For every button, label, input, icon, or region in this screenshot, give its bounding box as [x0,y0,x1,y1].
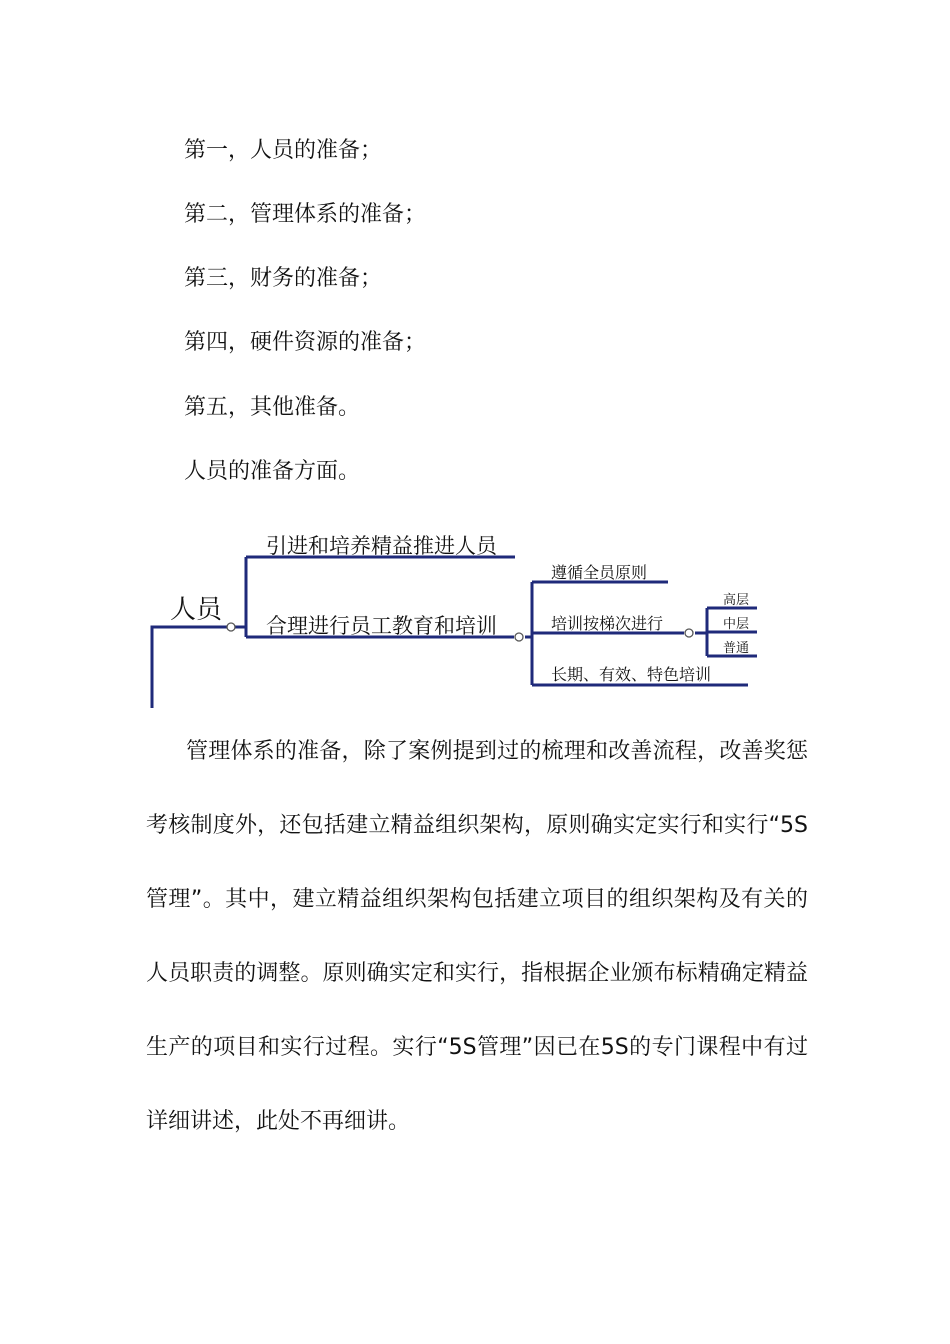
mindmap-sub-2: 培训按梯次进行 [551,614,664,633]
list-item-5: 第五，其他准备。 [184,395,361,420]
list-item-4: 第四，硬件资源的准备； [184,330,427,355]
list-item-1: 第一，人员的准备； [184,138,383,163]
root-node-circle [227,623,235,631]
mindmap-sub-3: 长期、有效、特色培训 [551,665,712,684]
sub2-node-circle [685,629,693,637]
list-item-2: 第二，管理体系的准备； [184,202,427,227]
mindmap-sub-1: 遵循全员原则 [551,563,648,582]
mindmap-level-3: 普通 [723,641,750,656]
body-paragraph-container [146,715,808,1159]
branch2-node-circle [515,633,523,641]
mindmap-branch-2: 合理进行员工教育和培训 [266,614,497,638]
list-item-3: 第三，财务的准备； [184,266,383,291]
mindmap-branch-1: 引进和培养精益推进人员 [266,534,497,558]
mindmap-diagram [140,520,780,712]
mindmap-level-1: 高层 [723,593,750,608]
body-paragraph: 管理体系的准备，除了案例提到过的梳理和改善流程，改善奖惩考核制度外，还包括建立精益组织架构，原则确实定实行和实行“5S管理”。其中，建立精益组织架构包括建立项目的组织架构及有关的人员职责的调整。原则确实定和实行，指根据企业颁布标精确定精益生产的项目和实行过程。实行“5S管理”因已在5S的专门课程中有过详细讲述，此处不再细讲。 [146,739,808,1134]
intro-line: 人员的准备方面。 [184,459,361,484]
mindmap-level-2: 中层 [723,617,750,632]
mindmap-root: 人员 [170,595,223,625]
